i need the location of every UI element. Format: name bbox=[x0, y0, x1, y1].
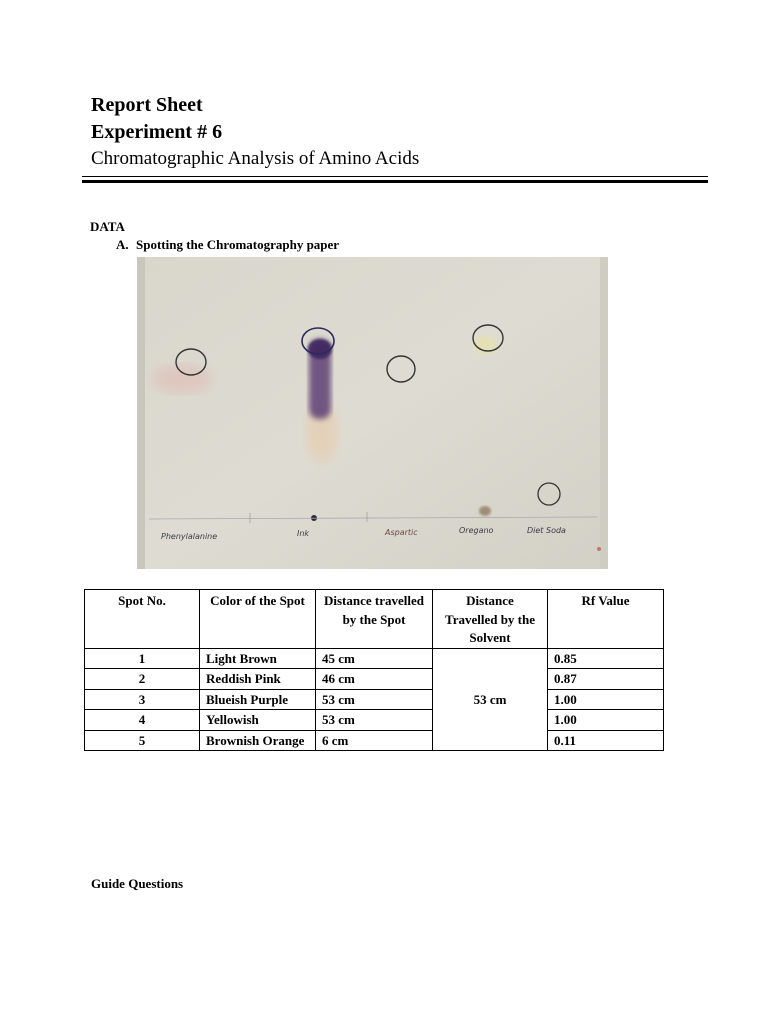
experiment-subtitle: Chromatographic Analysis of Amino Acids bbox=[91, 148, 420, 169]
cell-distance: 45 cm bbox=[316, 648, 433, 669]
paper-mark bbox=[597, 547, 601, 551]
photo-label-ink: Ink bbox=[297, 529, 310, 538]
photo-label-oregano: Oregano bbox=[459, 526, 494, 535]
cell-rf: 1.00 bbox=[548, 689, 664, 710]
cell-rf: 0.87 bbox=[548, 669, 664, 690]
header-rule-thick bbox=[82, 180, 708, 183]
header-color: Color of the Spot bbox=[200, 590, 316, 649]
cell-color: Yellowish bbox=[200, 710, 316, 731]
cell-color: Brownish Orange bbox=[200, 730, 316, 751]
chromatography-paper-photo bbox=[137, 257, 608, 569]
section-a-title: Spotting the Chromatography paper bbox=[136, 237, 340, 252]
table-row bbox=[85, 710, 664, 731]
experiment-number: Experiment # 6 bbox=[91, 121, 223, 143]
cell-color: Reddish Pink bbox=[200, 669, 316, 690]
cell-spot: 1 bbox=[85, 648, 200, 669]
report-title: Report Sheet bbox=[91, 94, 203, 116]
paper-background bbox=[137, 257, 608, 569]
table-header-row bbox=[85, 590, 664, 649]
cell-distance: 6 cm bbox=[316, 730, 433, 751]
data-heading: DATA bbox=[90, 219, 125, 234]
paper-edge-shadow bbox=[137, 257, 145, 569]
table-row bbox=[85, 730, 664, 751]
photo-label-aspartic: Aspartic bbox=[385, 528, 418, 537]
section-a-letter: A. bbox=[116, 237, 129, 252]
table-row bbox=[85, 648, 664, 669]
section-a-heading bbox=[116, 237, 339, 253]
cell-distance: 53 cm bbox=[316, 710, 433, 731]
paper-edge-shadow-right bbox=[600, 257, 608, 569]
cell-rf: 0.11 bbox=[548, 730, 664, 751]
cell-color: Blueish Purple bbox=[200, 689, 316, 710]
cell-distance: 53 cm bbox=[316, 689, 433, 710]
table-row bbox=[85, 689, 664, 710]
header-rf-value: Rf Value bbox=[548, 590, 664, 649]
table-row bbox=[85, 669, 664, 690]
cell-spot: 2 bbox=[85, 669, 200, 690]
cell-solvent-distance: 53 cm bbox=[433, 648, 548, 751]
cell-rf: 1.00 bbox=[548, 710, 664, 731]
oregano-origin-spot bbox=[479, 506, 491, 516]
cell-color: Light Brown bbox=[200, 648, 316, 669]
cell-rf: 0.85 bbox=[548, 648, 664, 669]
cell-distance: 46 cm bbox=[316, 669, 433, 690]
cell-spot: 4 bbox=[85, 710, 200, 731]
header-spot-no: Spot No. bbox=[85, 590, 200, 649]
guide-questions-heading: Guide Questions bbox=[91, 876, 184, 891]
photo-label-phenylalanine: Phenylalanine bbox=[161, 532, 218, 541]
cell-spot: 5 bbox=[85, 730, 200, 751]
cell-spot: 3 bbox=[85, 689, 200, 710]
photo-label-diet-soda: Diet Soda bbox=[527, 526, 566, 535]
header-spot-distance: Distance travelled by the Spot bbox=[316, 590, 433, 649]
results-table bbox=[84, 589, 664, 751]
header-rule-thin bbox=[82, 176, 708, 177]
header-solvent-distance: Distance Travelled by the Solvent bbox=[433, 590, 548, 649]
ink-spot-top bbox=[308, 339, 332, 359]
